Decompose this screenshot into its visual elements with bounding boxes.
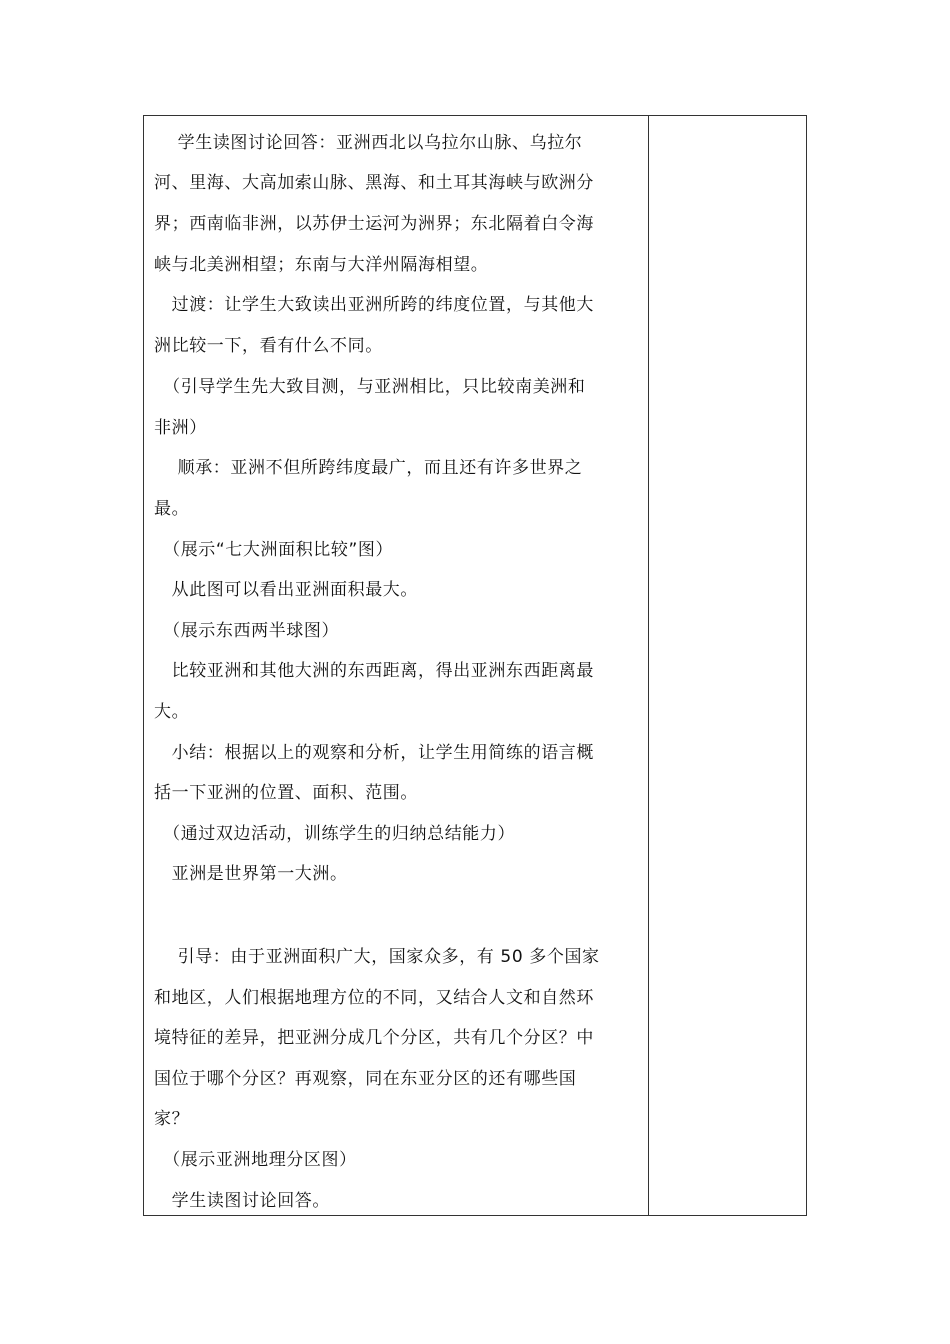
- text-line: 顺承：亚洲不但所跨纬度最广，而且还有许多世界之: [154, 458, 583, 478]
- text-line: 洲比较一下，看有什么不同。: [154, 336, 383, 356]
- text-line: （通过双边活动，训练学生的归纳总结能力）: [154, 824, 516, 844]
- text-line: （展示亚洲地理分区图）: [154, 1150, 357, 1170]
- notes-cell: [649, 116, 806, 1215]
- text-line: 学生读图讨论回答：亚洲西北以乌拉尔山脉、乌拉尔: [154, 133, 583, 153]
- text-line: （引导学生先大致目测，与亚洲相比，只比较南美洲和: [154, 377, 586, 397]
- text-line: 国位于哪个分区？再观察，同在东亚分区的还有哪些国: [154, 1069, 577, 1089]
- text-line: 过渡：让学生大致读出亚洲所跨的纬度位置，与其他大: [154, 295, 594, 315]
- text-line: 亚洲是世界第一大洲。: [154, 864, 348, 884]
- text-line: 界；西南临非洲，以苏伊士运河为洲界；东北隔着白令海: [154, 214, 594, 234]
- text-line: （展示“七大洲面积比较”图）: [154, 540, 394, 560]
- text-line: 括一下亚洲的位置、面积、范围。: [154, 783, 418, 803]
- text-line: 引导：由于亚洲面积广大，国家众多，有 50 多个国家: [154, 947, 600, 967]
- text-line: （展示东西两半球图）: [154, 621, 340, 641]
- lesson-table: [143, 115, 807, 1216]
- text-line: 境特征的差异，把亚洲分成几个分区，共有几个分区？中: [154, 1028, 594, 1048]
- text-line: 家？: [154, 1109, 190, 1129]
- text-line: 比较亚洲和其他大洲的东西距离，得出亚洲东西距离最: [154, 661, 594, 681]
- text-line: 河、里海、大高加索山脉、黑海、和土耳其海峡与欧洲分: [154, 173, 594, 193]
- teaching-content-cell: [144, 116, 649, 1215]
- text-line: 峡与北美洲相望；东南与大洋州隔海相望。: [154, 255, 489, 275]
- text-line: 非洲）: [154, 418, 207, 438]
- text-line: 学生读图讨论回答。: [154, 1191, 330, 1211]
- text-line: 最。: [154, 499, 190, 519]
- text-line: 和地区，人们根据地理方位的不同，又结合人文和自然环: [154, 988, 594, 1008]
- text-line: 大。: [154, 702, 190, 722]
- text-line: 从此图可以看出亚洲面积最大。: [154, 580, 418, 600]
- text-line: 小结：根据以上的观察和分析，让学生用简练的语言概: [154, 743, 594, 763]
